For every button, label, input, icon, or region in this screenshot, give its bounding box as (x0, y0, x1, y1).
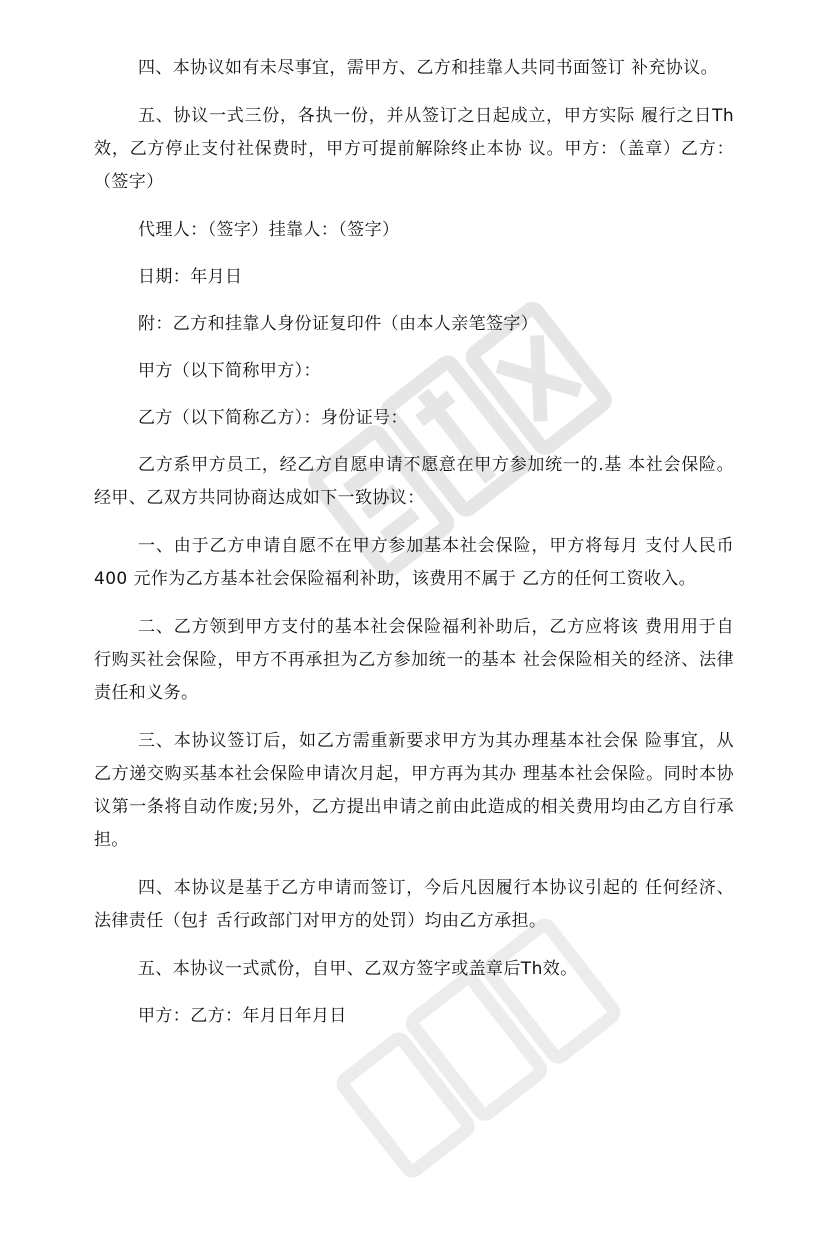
paragraph-clause-3: 三、本协议签订后，如乙方需重新要求甲方为其办理基本社会保 险事宜，从乙方递交购买基本社会保险申请次月起，甲方再为其办 理基本社会保险。同时本协议第一条将自动作废;另外，乙方提出申请之前由此造成的相关费用均由乙方自行承担。 (94, 731, 734, 850)
document-body (94, 52, 734, 1047)
paragraph-clause-1: 一、由于乙方申请自愿不在甲方参加基本社会保险，甲方将每月 支付人民币 400 元作为乙方基本社会保险福利补助，该费用不属于 乙方的任何工资收入。 (94, 536, 734, 589)
paragraph-preamble: 乙方系甲方员工，经乙方自愿申请不愿意在甲方参加统一的.基 本社会保险。经甲、乙双方共同协商达成如下一致协议： (94, 455, 734, 508)
paragraph-date: 日期：年月日 (138, 267, 243, 287)
paragraph-clause-5-effect: 五、本协议一式贰份，自甲、乙双方签字或盖章后Th效。 (138, 959, 578, 979)
paragraph-clause-2: 二、乙方领到甲方支付的基本社会保险福利补助后，乙方应将该 费用用于自行购买社会保险，甲方不再承担为乙方参加统一的基本 社会保险相关的经济、法律责任和义务。 (94, 617, 734, 703)
paragraph-clause-4-liability: 四、本协议是基于乙方申请而签订，今后凡因履行本协议引起的 任何经济、法律责任（包扌舌行政部门对甲方的处罚）均由乙方承担。 (94, 878, 734, 931)
paragraph-party-b: 乙方（以下简称乙方）：身份证号： (138, 408, 408, 428)
paragraph-party-a: 甲方（以下简称甲方）： (138, 361, 321, 381)
paragraph-agent-signature: 代理人：（签字）挂靠人：（签字） (138, 220, 400, 240)
paragraph-signatures: 甲方：乙方：年月日年月日 (138, 1006, 347, 1026)
paragraph-clause-4-supplement: 四、本协议如有未尽事宜，需甲方、乙方和挂靠人共同书面签订 补充协议。 (138, 58, 719, 78)
paragraph-attachment: 附：乙方和挂靠人身份证复印件（由本人亲笔签字） (138, 314, 539, 334)
paragraph-clause-5-copies: 五、协议一式三份，各执一份，并从签订之日起成立，甲方实际 履行之日Th效，乙方停止支付社保费时，甲方可提前解除终止本协 议。甲方：（盖章）乙方：（签字） (94, 106, 734, 192)
